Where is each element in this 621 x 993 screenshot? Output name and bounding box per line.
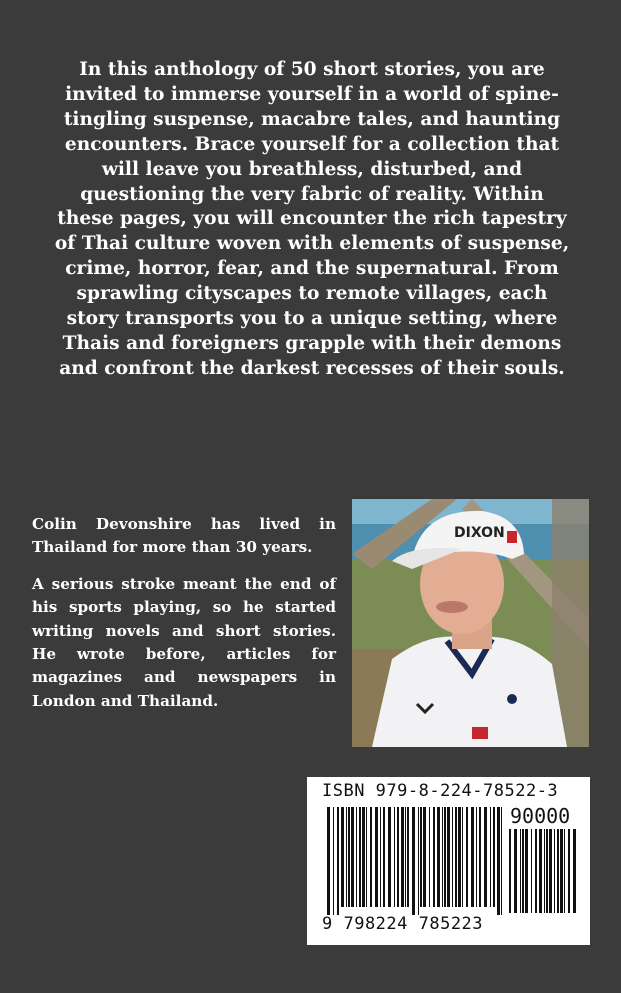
barcode-bar (380, 807, 381, 907)
ean-barcode-bars (327, 807, 505, 915)
barcode-bar (497, 807, 500, 915)
barcode-bar (407, 807, 409, 907)
cap-logo-text: DIXON (454, 525, 505, 541)
barcode-bar (444, 807, 446, 907)
author-bio-paragraph-1: Colin Devonshire has lived in Thailand for more than 30 years. (32, 515, 336, 557)
barcode-bar (514, 829, 517, 913)
barcode-bar (394, 807, 395, 907)
barcode-bar (471, 807, 474, 907)
barcode-bar (544, 829, 545, 913)
barcode-bar (348, 807, 350, 907)
barcode-bar (501, 807, 502, 915)
barcode-bar (359, 807, 361, 907)
barcode-bar (564, 829, 565, 913)
barcode-bar (479, 807, 481, 907)
barcode-bar (466, 807, 468, 907)
barcode-bar (442, 807, 443, 907)
barcode-bar (429, 807, 430, 907)
barcode-bar (418, 807, 419, 915)
barcode-bar (535, 829, 537, 913)
barcode-bar (401, 807, 404, 907)
addon-barcode-bars (509, 829, 579, 913)
barcode-bar (341, 807, 344, 907)
barcode-bar (346, 807, 347, 907)
barcode-bar (539, 829, 542, 913)
barcode-bar (397, 807, 399, 907)
barcode-bar (437, 807, 440, 907)
barcode-bar (549, 829, 552, 913)
barcode-bar (557, 829, 559, 913)
barcode-bar (484, 807, 487, 907)
barcode-bar (452, 807, 453, 907)
barcode-bar (433, 807, 435, 907)
barcode-bar (370, 807, 372, 907)
isbn-barcode (307, 777, 590, 945)
isbn-number: ISBN 979-8-224-78522-3 (322, 781, 559, 801)
author-photo (352, 499, 589, 747)
barcode-bar (573, 829, 576, 913)
back-cover-blurb: In this anthology of 50 short stories, you are invited to immerse yourself in a world of spine-tingling suspense, macabre tales, and haunting encounters. Brace yourself for a collection that will leave you breathless, disturbed, and questioning the very fabric of reality. Within these pages, you will encounter the rich tapestry of Thai culture woven with elements of suspense, crime, horror, fear, and the supernatural. From sprawling cityscapes to remote villages, each story transports you to a unique setting, where Thais and foreigners grapple with their demons and confront the darkest recesses of their souls. (54, 59, 570, 379)
barcode-bar (327, 807, 330, 915)
barcode-bar (531, 829, 532, 913)
barcode-bar (420, 807, 422, 907)
barcode-bar (520, 829, 521, 913)
barcode-bar (490, 807, 491, 907)
barcode-digits: 9 798224 785223 (322, 914, 484, 934)
barcode-bar (525, 829, 528, 913)
barcode-bar (509, 829, 511, 913)
barcode-bar (476, 807, 477, 907)
barcode-bar (447, 807, 450, 907)
barcode-bar (554, 829, 555, 913)
barcode-bar (412, 807, 415, 915)
barcode-bar (337, 807, 339, 915)
author-photo-illustration (352, 499, 589, 747)
barcode-bar (493, 807, 495, 907)
barcode-bar (462, 807, 463, 907)
barcode-bar (356, 807, 357, 907)
barcode-bar (560, 829, 563, 913)
price-code: 90000 (510, 804, 571, 828)
barcode-bar (366, 807, 367, 907)
barcode-bar (568, 829, 570, 913)
barcode-bar (455, 807, 457, 907)
barcode-bar (333, 807, 334, 915)
barcode-bar (351, 807, 354, 907)
barcode-bar (383, 807, 385, 907)
barcode-bar (458, 807, 461, 907)
barcode-bar (362, 807, 365, 907)
barcode-bar (423, 807, 426, 907)
barcode-bar (375, 807, 378, 907)
author-bio-paragraph-2: A serious stroke meant the end of his sports playing, so he started writing novels and short stories. He wrote before, articles for magazines and newspapers in London and Thailand. (32, 574, 336, 710)
barcode-bar (546, 829, 548, 913)
barcode-bar (388, 807, 391, 907)
barcode-bar (522, 829, 524, 913)
author-bio (32, 513, 336, 726)
barcode-bar (405, 807, 406, 907)
